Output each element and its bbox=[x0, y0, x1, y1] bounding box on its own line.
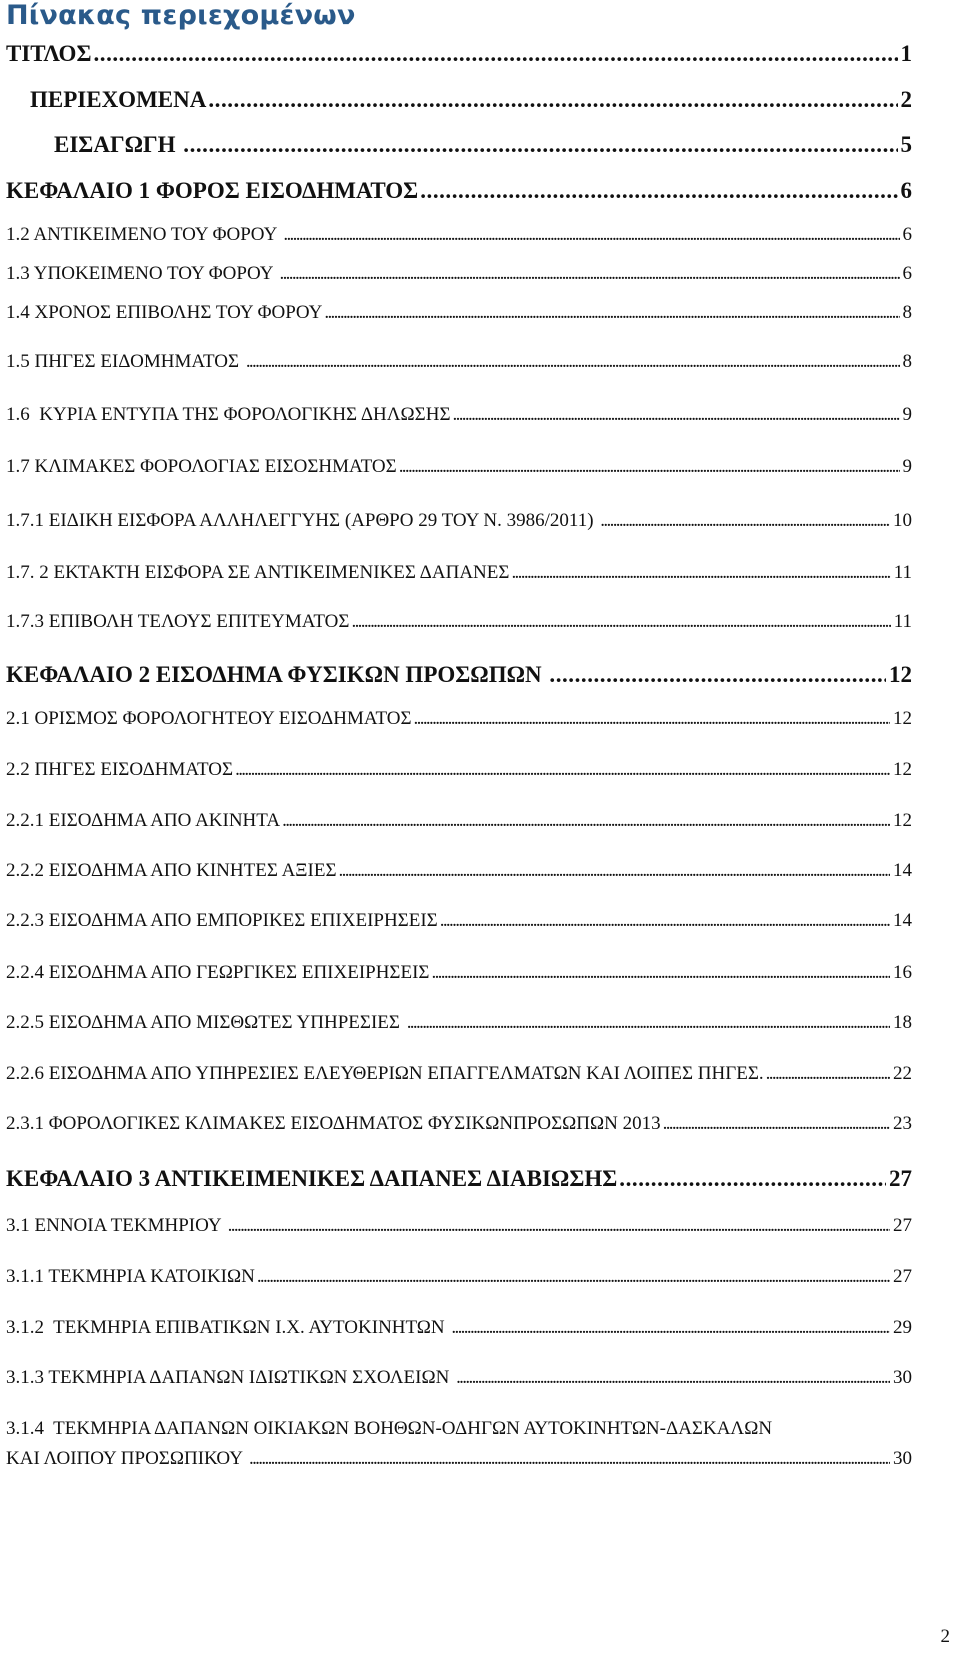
toc-entry-label: ΚΕΦΑΛΑΙΟ 2 ΕΙΣΟΔΗΜΑ ΦΥΣΙΚΩΝ ΠΡΟΣΩΠΩΝ bbox=[6, 662, 548, 687]
toc-entry-label: 1.3 ΥΠΟΚΕΙΜΕΝΟ ΤΟΥ ΦΟΡΟΥ bbox=[6, 263, 278, 284]
dot-leader bbox=[249, 1449, 890, 1468]
dot-leader bbox=[407, 1013, 890, 1032]
toc-entry-page: 9 bbox=[902, 456, 912, 477]
toc-entry-page: 12 bbox=[893, 810, 912, 831]
toc-entry-page: 12 bbox=[893, 759, 912, 780]
dot-leader bbox=[279, 264, 899, 283]
toc-entry-page: 18 bbox=[893, 1012, 912, 1033]
dot-leader bbox=[549, 663, 886, 686]
toc-entry-page: 27 bbox=[893, 1266, 912, 1287]
toc-entry-label-line1: 3.1.4 ΤΕΚΜΗΡΙΑ ΔΑΠΑΝΩΝ ΟΙΚΙΑΚΩΝ ΒΟΗΘΩΝ-ΟΔΗΓΩΝ ΑΥΤΟΚΙΝΗΤΩΝ-ΔΑΣΚΑΛΩΝ bbox=[6, 1418, 773, 1439]
dot-leader bbox=[324, 303, 899, 322]
toc-entry-page: 1 bbox=[900, 41, 912, 66]
dot-leader bbox=[351, 612, 890, 631]
dot-leader bbox=[511, 563, 890, 582]
dot-leader bbox=[766, 1064, 890, 1083]
toc-entry-page: 6 bbox=[902, 224, 912, 245]
toc-entry-label: 1.4 ΧΡΟΝΟΣ ΕΠΙΒΟΛΗΣ ΤΟΥ ΦΟΡΟΥ bbox=[6, 302, 323, 323]
toc-entry-label: ΠΕΡΙΕΧΟΜΕΝΑ bbox=[30, 87, 207, 112]
toc-entry-label: ΚΑΙ ΛΟΙΠΟΥ ΠΡΟΣΩΠΙΚΟΥ bbox=[6, 1448, 247, 1469]
toc-entry-page: 14 bbox=[893, 860, 912, 881]
toc-entry-label: 3.1 ΕΝΝΟΙΑ ΤΕΚΜΗΡΙΟΥ bbox=[6, 1215, 226, 1236]
dot-leader bbox=[93, 42, 897, 65]
toc-entry-label: 2.3.1 ΦΟΡΟΛΟΓΙΚΕΣ ΚΛΙΜΑΚΕΣ ΕΙΣΟΔΗΜΑΤΟΣ ΦΥΣΙΚΩΝΠΡΟΣΩΠΩΝ 2013 bbox=[6, 1113, 661, 1134]
toc-entry-label: 1.7. 2 ΕΚΤΑΚΤΗ ΕΙΣΦΟΡΑ ΣΕ ΑΝΤΙΚΕΙΜΕΝΙΚΕΣ ΔΑΠΑΝΕΣ bbox=[6, 562, 510, 583]
page-number: 2 bbox=[940, 1626, 950, 1647]
toc-entry-label: 2.2.5 ΕΙΣΟΔΗΜΑ ΑΠΟ ΜΙΣΘΩΤΕΣ ΥΠΗΡΕΣΙΕΣ bbox=[6, 1012, 405, 1033]
dot-leader bbox=[183, 133, 897, 156]
toc-entry-page: 5 bbox=[900, 132, 912, 157]
toc-entry-label: 2.2 ΠΗΓΕΣ ΕΙΣΟΔΗΜΑΤΟΣ bbox=[6, 759, 234, 780]
toc-entry-label: 2.2.6 ΕΙΣΟΔΗΜΑ ΑΠΟ ΥΠΗΡΕΣΙΕΣ ΕΛΕΥΘΕΡΙΩΝ ΕΠΑΓΓΕΛΜΑΤΩΝ ΚΑΙ ΛΟΙΠΕΣ ΠΗΓΕΣ. bbox=[6, 1063, 764, 1084]
dot-leader bbox=[456, 1368, 890, 1387]
dot-leader bbox=[257, 1267, 890, 1286]
toc-entry-label: ΕΙΣΑΓΩΓΗ bbox=[54, 132, 182, 157]
dot-leader bbox=[600, 511, 890, 530]
toc-entry-page: 12 bbox=[889, 662, 912, 687]
toc-entry-page: 6 bbox=[900, 178, 912, 203]
toc-entry-page: 27 bbox=[889, 1166, 912, 1191]
dot-leader bbox=[420, 179, 897, 202]
toc-entry-label: 1.7.1 ΕΙΔΙΚΗ ΕΙΣΦΟΡΑ ΑΛΛΗΛΕΓΓΥΗΣ (ΑΡΘΡΟ 29 ΤΟΥ Ν. 3986/2011) bbox=[6, 510, 599, 531]
dot-leader bbox=[440, 911, 890, 930]
dot-leader bbox=[228, 1216, 890, 1235]
toc-entry-page: 11 bbox=[893, 611, 912, 632]
toc-entry-page: 30 bbox=[893, 1367, 912, 1388]
toc-entry-page: 30 bbox=[893, 1448, 912, 1469]
toc-entry-label: 3.1.1 ΤΕΚΜΗΡΙΑ ΚΑΤΟΙΚΙΩΝ bbox=[6, 1266, 255, 1287]
toc-entry-page: 10 bbox=[893, 510, 912, 531]
toc-title: Πίνακας περιεχομένων bbox=[6, 0, 356, 31]
dot-leader bbox=[339, 861, 890, 880]
dot-leader bbox=[208, 88, 897, 111]
dot-leader bbox=[235, 760, 890, 779]
dot-leader bbox=[283, 225, 899, 244]
toc-entry-label: 2.2.4 ΕΙΣΟΔΗΜΑ ΑΠΟ ΓΕΩΡΓΙΚΕΣ ΕΠΙΧΕΙΡΗΣΕΙΣ bbox=[6, 962, 430, 983]
toc-entry-page: 12 bbox=[893, 708, 912, 729]
dot-leader bbox=[431, 963, 890, 982]
toc-entry-label: 1.2 ΑΝΤΙΚΕΙΜΕΝΟ ΤΟΥ ΦΟΡΟΥ bbox=[6, 224, 282, 245]
toc-entry-label: 3.1.2 ΤΕΚΜΗΡΙΑ ΕΠΙΒΑΤΙΚΩΝ Ι.Χ. ΑΥΤΟΚΙΝΗΤΩΝ bbox=[6, 1317, 450, 1338]
dot-leader bbox=[663, 1114, 890, 1133]
dot-leader bbox=[451, 1318, 890, 1337]
toc-entry-label: 3.1.3 ΤΕΚΜΗΡΙΑ ΔΑΠΑΝΩΝ ΙΔΙΩΤΙΚΩΝ ΣΧΟΛΕΙΩΝ bbox=[6, 1367, 455, 1388]
toc-entry-label: 2.2.1 ΕΙΣΟΔΗΜΑ ΑΠΟ ΑΚΙΝΗΤΑ bbox=[6, 810, 281, 831]
dot-leader bbox=[246, 352, 900, 371]
toc-entry-page: 16 bbox=[893, 962, 912, 983]
toc-entry-label: 2.2.3 ΕΙΣΟΔΗΜΑ ΑΠΟ ΕΜΠΟΡΙΚΕΣ ΕΠΙΧΕΙΡΗΣΕΙΣ bbox=[6, 910, 438, 931]
toc-entry-page: 9 bbox=[902, 404, 912, 425]
toc-entry-page: 22 bbox=[893, 1063, 912, 1084]
toc-entry-page: 2 bbox=[900, 87, 912, 112]
toc-entry-page: 14 bbox=[893, 910, 912, 931]
dot-leader bbox=[453, 405, 900, 424]
dot-leader bbox=[282, 811, 890, 830]
toc-entry-label: ΚΕΦΑΛΑΙΟ 1 ΦΟΡΟΣ ΕΙΣΟΔΗΜΑΤΟΣ bbox=[6, 178, 419, 203]
toc-entry-label: ΤΙΤΛΟΣ bbox=[6, 41, 92, 66]
toc-entry-page: 11 bbox=[893, 562, 912, 583]
toc-entry-label: 1.6 ΚΥΡΙΑ ΕΝΤΥΠΑ ΤΗΣ ΦΟΡΟΛΟΓΙΚΗΣ ΔΗΛΩΣΗΣ bbox=[6, 404, 451, 425]
toc-entry-page: 8 bbox=[902, 302, 912, 323]
toc-entry-label: 1.7 ΚΛΙΜΑΚΕΣ ΦΟΡΟΛΟΓΙΑΣ ΕΙΣΟΣΗΜΑΤΟΣ bbox=[6, 456, 397, 477]
dot-leader bbox=[414, 709, 890, 728]
dot-leader bbox=[619, 1167, 886, 1190]
toc-entry-page: 8 bbox=[902, 351, 912, 372]
toc-entry-page: 23 bbox=[893, 1113, 912, 1134]
toc-entry-page: 6 bbox=[902, 263, 912, 284]
toc-entry-label: 1.5 ΠΗΓΕΣ ΕΙΔΟΜΗΜΑΤΟΣ bbox=[6, 351, 244, 372]
dot-leader bbox=[399, 457, 900, 476]
toc-entry-label: 1.7.3 ΕΠΙΒΟΛΗ ΤΕΛΟΥΣ ΕΠΙΤΕΥΜΑΤΟΣ bbox=[6, 611, 350, 632]
toc-entry-page: 29 bbox=[893, 1317, 912, 1338]
toc-entry-page: 27 bbox=[893, 1215, 912, 1236]
toc-entry-label: ΚΕΦΑΛΑΙΟ 3 ΑΝΤΙΚΕΙΜΕΝΙΚΕΣ ΔΑΠΑΝΕΣ ΔΙΑΒΙΩΣΗΣ bbox=[6, 1166, 618, 1191]
toc-entry-label: 2.2.2 ΕΙΣΟΔΗΜΑ ΑΠΟ ΚΙΝΗΤΕΣ ΑΞΙΕΣ bbox=[6, 860, 337, 881]
toc-entry-label: 2.1 ΟΡΙΣΜΟΣ ΦΟΡΟΛΟΓΗΤΕΟΥ ΕΙΣΟΔΗΜΑΤΟΣ bbox=[6, 708, 412, 729]
